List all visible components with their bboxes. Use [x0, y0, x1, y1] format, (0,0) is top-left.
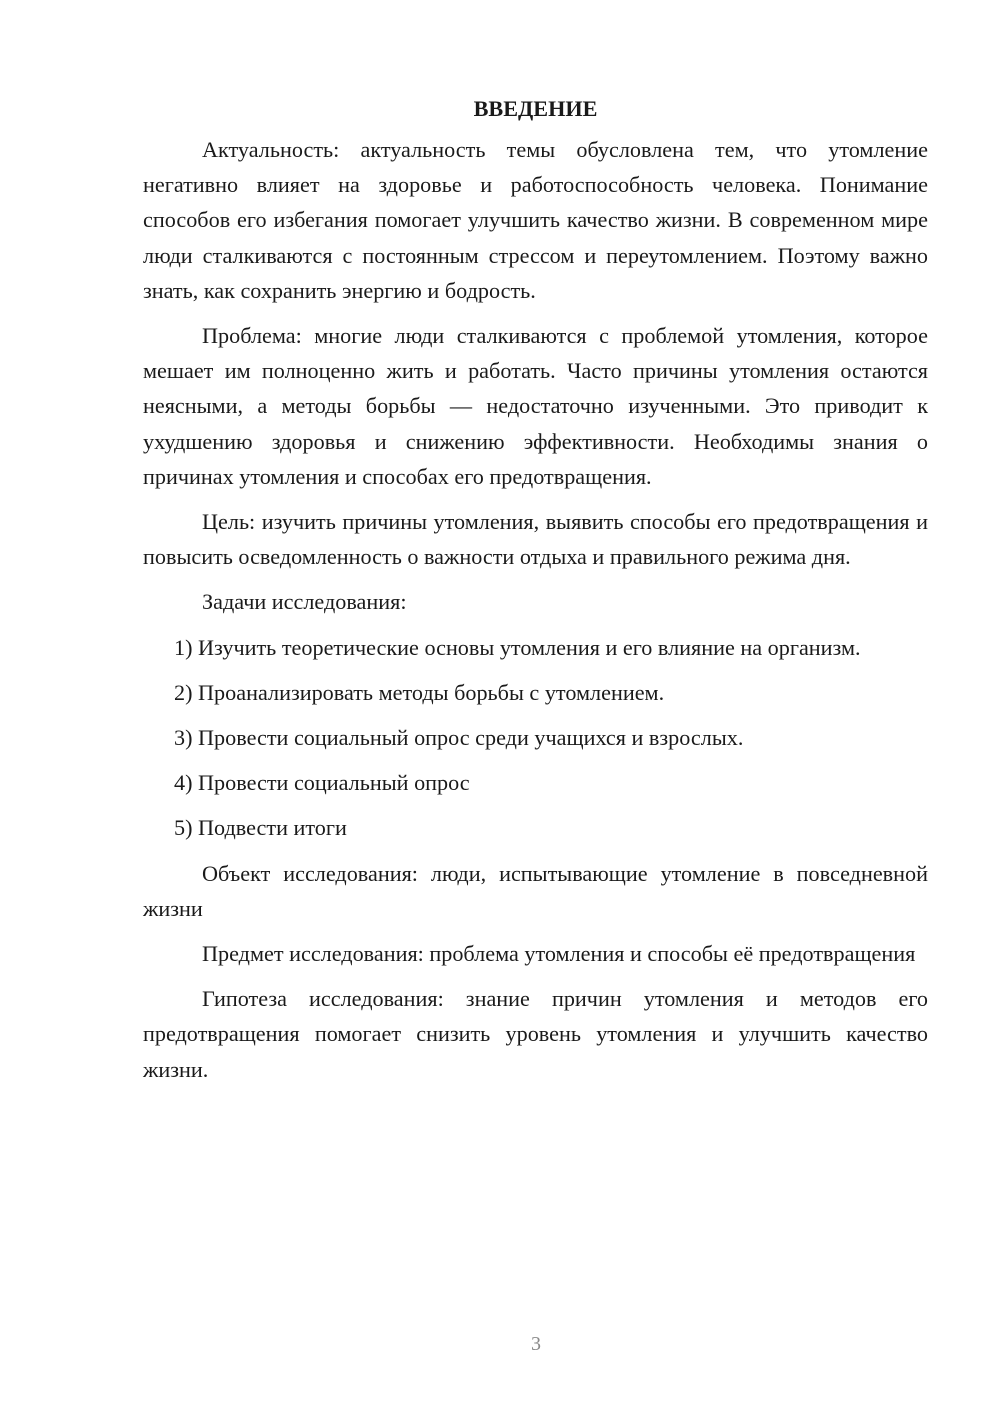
task-item: 1) Изучить теоретические основы утомления и его влияние на организм. [174, 634, 861, 660]
task-item: 4) Провести социальный опрос [174, 770, 470, 796]
document-page [143, 90, 928, 1097]
goal-paragraph: Цель: изучить причины утомления, выявить способы его предотвращения и повысить осведомленность о важности отдыха и правильного режима дня. [143, 509, 928, 570]
task-item: 3) Провести социальный опрос среди учащихся и взрослых. [174, 725, 744, 751]
task-item: 5) Подвести итоги [174, 815, 347, 841]
problem-paragraph: Проблема: многие люди сталкиваются с проблемой утомления, которое мешает им полноценно жить и работать. Часто причины утомления остаются неясными, а методы борьбы — недостаточно изученными. Это приводит к ухудшению здоровья и снижению эффективности. Необходимы знания о причинах утомления и способах его предотвращения. [143, 323, 928, 489]
task-item: 2) Проанализировать методы борьбы с утомлением. [174, 679, 665, 705]
document-title: ВВЕДЕНИЕ [473, 96, 598, 121]
hypothesis-paragraph: Гипотеза исследования: знание причин утомления и методов его предотвращения помогает снизить уровень утомления и улучшить качество жизни. [143, 986, 928, 1082]
page-number: 3 [531, 1333, 541, 1355]
subject-paragraph: Предмет исследования: проблема утомления и способы её предотвращения [202, 941, 916, 967]
tasks-heading: Задачи исследования: [202, 589, 407, 615]
relevance-paragraph: Актуальность: актуальность темы обусловлена тем, что утомление негативно влияет на здоровье и работоспособность человека. Понимание способов его избегания помогает улучшить качество жизни. В современном мире люди сталкиваются с постоянным стрессом и переутомлением. Поэтому важно знать, как сохранить энергию и бодрость. [143, 137, 928, 303]
tasks-list [143, 630, 928, 846]
object-paragraph: Объект исследования: люди, испытывающие утомление в повседневной жизни [143, 860, 928, 921]
